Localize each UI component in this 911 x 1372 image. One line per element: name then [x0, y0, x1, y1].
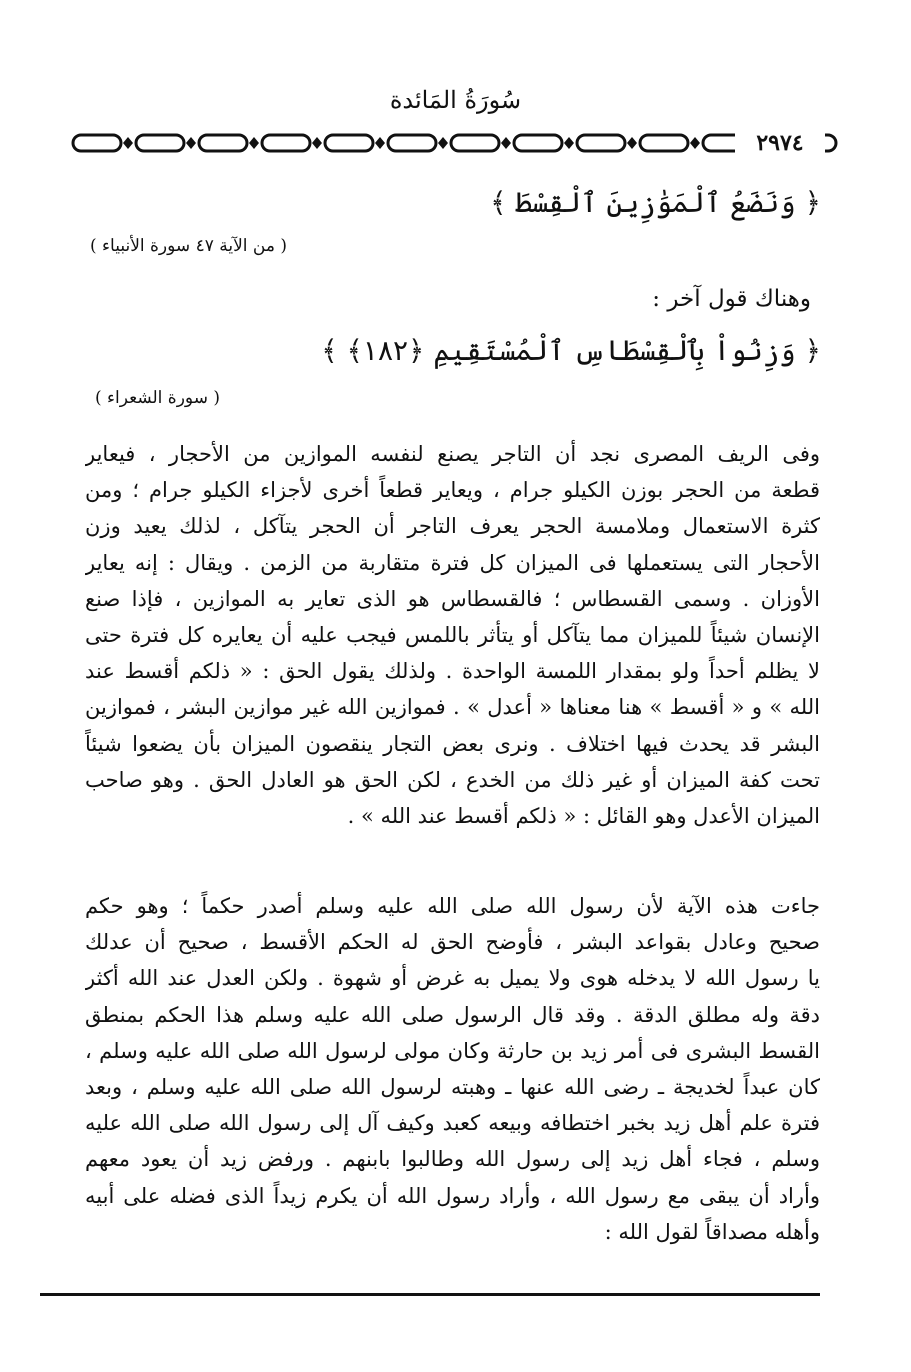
text-line: وسلم ، فجاء أهل زيد إلى رسول الله وطالبوا بابنهم . ورفض زيد أن يعود معهم [85, 1147, 820, 1172]
text-line: صحيح وعادل بقواعد البشر ، فأوضح الحق له الحكم الأقسط ، صحيح أن عدلك [85, 930, 820, 955]
footer-rule [40, 1293, 820, 1296]
page-number: ٢٩٧٤ [735, 130, 825, 156]
text-line: دقة وله مطلق الدقة . وقد قال الرسول صلى الله عليه وسلم هذا الحكم بمنطق [85, 1002, 820, 1027]
quran-verse-anbiya: ﴿ وَنَضَعُ ٱلْمَوَٰزِينَ ٱلْقِسْطَ ﴾ [490, 186, 821, 219]
body-paragraph-2 [85, 888, 820, 1250]
text-line: الأحجار التى يستعملها فى الميزان كل فترة متقاربة من الزمن . ويقال : إنه يعاير [85, 550, 820, 575]
verse-citation-anbiya: ( من الآية ٤٧ سورة الأنبياء ) [90, 236, 287, 256]
text-line: تحت كفة الميزان أو غير ذلك من الخدع ، لكن الحق هو العادل الحق . وهو صاحب [85, 767, 820, 792]
text-line: الإنسان شيئاً للميزان مما يتآكل أو يتأثر باللمس فيجب عليه أن يعايره كل فترة حتى [85, 622, 820, 647]
verse-intro-line: وهناك قول آخر : [652, 286, 811, 312]
text-line: وفى الريف المصرى نجد أن التاجر يصنع لنفسه الموازين من الأحجار ، فيعاير [85, 442, 820, 466]
text-line: البشر قد يحدث فيها اختلاف . ونرى بعض التجار ينقصون الميزان بأن يضعوا شيئاً [85, 731, 820, 756]
quran-verse-shuara: ﴿ وَزِنُواْ بِٱلْقِسْطَاسِ ٱلْمُسْتَقِيمِ ﴿١٨٢﴾ ﴾ [321, 334, 821, 367]
text-line: الأوزان . وسمى القسطاس ؛ فالقسطاس هو الذى تعاير به الموازين ، فإذا صنع [85, 586, 820, 611]
text-line: يا رسول الله لا يدخله هوى ولا يميل به غرض أو شهوة . ولكن العدل عند الله أكثر [85, 966, 820, 991]
text-line: قطعة من الحجر بوزن الكيلو جرام ، ويعاير قطعاً أخرى لأجزاء الكيلو جرام ؛ ومن [85, 478, 820, 503]
text-line: وأراد أن يبقى مع رسول الله ، وأراد رسول الله أن يكرم زيداً الذى فضله على أبيه [85, 1183, 820, 1208]
text-line: الميزان الأعدل وهو القائل : « ذلكم أقسط عند الله » . [347, 803, 820, 828]
text-line: وأهله مصداقاً لقول الله : [604, 1219, 820, 1244]
text-line: الله » و « أقسط » هنا معناها « أعدل » . فموازين الله غير موازين البشر ، فموازين [85, 695, 820, 720]
text-line: جاءت هذه الآية لأن رسول الله صلى الله عليه وسلم أصدر حكماً ؛ وهو حكم [85, 894, 820, 918]
body-paragraph-1 [85, 436, 820, 834]
verse-citation-shuara: ( سورة الشعراء ) [95, 388, 220, 408]
ornamental-chain-border [70, 128, 840, 158]
text-line: كثرة الاستعمال وملامسة الحجر يعرف التاجر أن الحجر يتآكل ، لذلك يعيد وزن [85, 514, 820, 539]
text-line: القسط البشرى فى أمر زيد بن حارثة وكان مولى لرسول الله صلى الله عليه وسلم ، [85, 1038, 820, 1063]
text-line: لا يظلم أحداً ولو بمقدار اللمسة الواحدة . ولذلك يقول الحق : « ذلكم أقسط عند [85, 659, 820, 684]
text-line: فترة علم أهل زيد بخبر اختطافه وبيعه كعبد وكيف آل إلى رسول الله صلى الله عليه [85, 1111, 820, 1136]
text-line: كان عبداً لخديجة ـ رضى الله عنها ـ وهبته لرسول الله صلى الله عليه وسلم ، وبعد [85, 1074, 820, 1099]
surah-title: سُورَةُ المَائدة [389, 86, 522, 114]
